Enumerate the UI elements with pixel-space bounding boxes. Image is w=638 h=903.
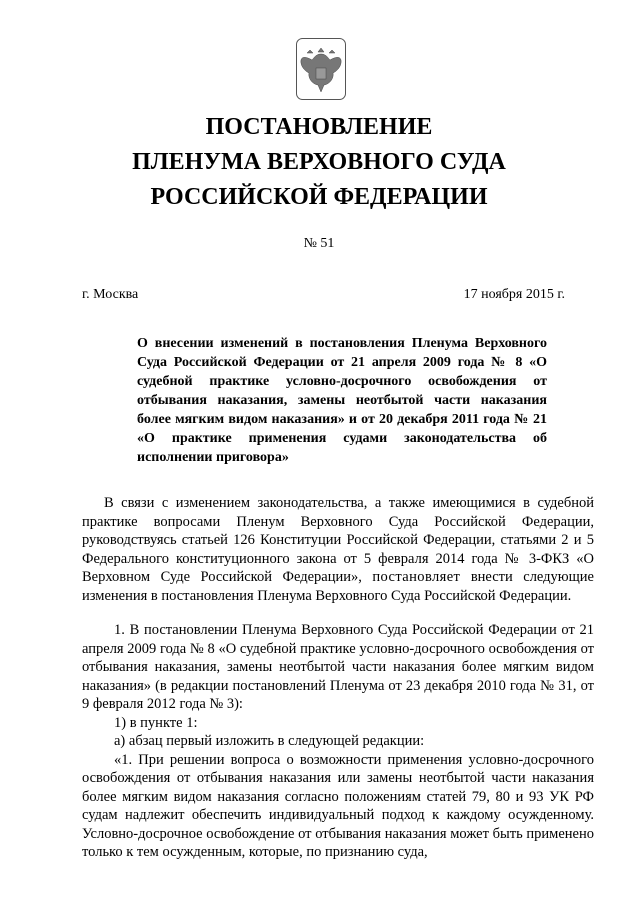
document-date: 17 ноября 2015 г. xyxy=(463,287,565,302)
coat-of-arms-emblem xyxy=(296,38,346,100)
preamble-start: В связи с изменением законодательства, а также имеющимися в судебной практике вопросами Пленум Верховного Суда Российской Федерации, руководствуясь статьей 126 Конституции Российской Федерации, статьями 2 и 5 Федерального конституционного закона от 5 февраля 2014 года № 3-ФКЗ «О Верховном Суде Российской Федерации», xyxy=(82,495,594,585)
document-body xyxy=(82,494,594,862)
preamble-end: внести следующие изменения в постановления Пленума Верховного Суда Российской Федерации. xyxy=(82,569,594,604)
document-title-line-1: ПОСТАНОВЛЕНИЕ xyxy=(205,114,433,140)
paragraph-1-item: 1) в пункте 1: xyxy=(114,714,198,731)
document-city: г. Москва xyxy=(82,287,139,302)
document-title-line-3: РОССИЙСКОЙ ФЕДЕРАЦИИ xyxy=(150,184,488,210)
document-title-line-2: ПЛЕНУМА ВЕРХОВНОГО СУДА xyxy=(132,149,506,175)
document-subject: О внесении изменений в постановления Пленума Верховного Суда Российской Федерации от 21 апреля 2009 года № 8 «О судебной практике условно-досрочного освобождения от отбывания наказания, замены неотбытой части наказания более мягким видом наказания» и от 20 декабря 2011 года № 21 «О практике применения судами законодательства об исполнении приговора» xyxy=(137,336,547,465)
document-number: № 51 xyxy=(303,236,335,251)
preamble-verb: постановляет xyxy=(372,569,461,585)
paragraph-1-subitem: а) абзац первый изложить в следующей редакции: xyxy=(114,733,425,749)
paragraph-1-quote: «1. При решении вопроса о возможности применения условно-досрочного освобождения от отбывания наказания или замены неотбытой части наказания более мягким видом наказания согласно положениям статей 79, 80 и 93 УК РФ судам надлежит обеспечить индивидуальный подход к каждому осужденному. Условно-досрочное освобождение от отбывания наказания может быть применено только к тем осужденным, которые, по признанию суда, xyxy=(82,751,594,860)
paragraph-1: 1. В постановлении Пленума Верховного Суда Российской Федерации от 21 апреля 2009 года № 8 «О судебной практике условно-досрочного освобождения от отбывания наказания, замены неотбытой части наказания более мягким видом наказания» (в редакции постановлений Пленума от 23 декабря 2010 года № 31, от 9 февраля 2012 года № 3): xyxy=(82,622,594,712)
preamble-paragraph xyxy=(82,494,594,605)
